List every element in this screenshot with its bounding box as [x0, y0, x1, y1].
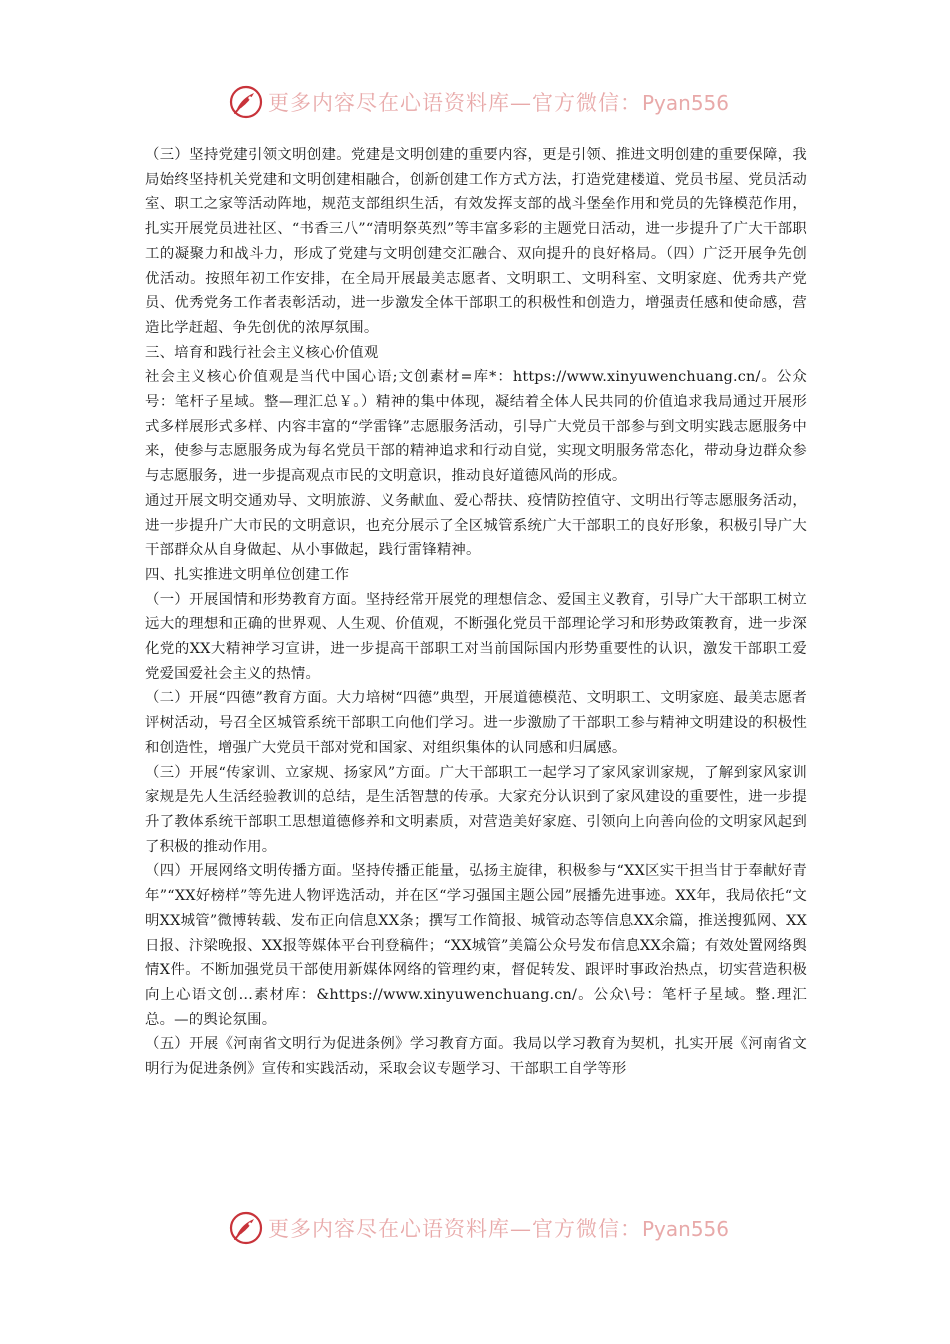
- paragraph-network-civilization: （四）开展网络文明传播方面。坚持传播正能量，弘扬主旋律，积极参与“XX区实干担当甘于奉献好青年”“XX好榜样”等先进人物评选活动，并在区“学习强国主题公园”展播先进事迹。XX年，我局依托“文明XX城管”微博转载、发布正向信息XX条；撰写工作简报、城管动态等信息XX余篇，推送搜狐网、XX日报、汴梁晚报、XX报等媒体平台刊登稿件；“XX城管”美篇公众号发布信息XX余篇；有效处置网络舆情X件。不断加强党员干部使用新媒体网络的管理约束，督促转发、跟评时事政治热点，切实营造积极向上心语文创…素材库：&https://www.xinyuwenchuang.cn/。公众\号：笔杆子星域。整.理汇总。—的舆论氛围。: [145, 863, 807, 1028]
- paragraph-henan-regulation: （五）开展《河南省文明行为促进条例》学习教育方面。我局以学习教育为契机，扎实开展《河南省文明行为促进条例》宣传和实践活动，采取会议专题学习、干部职工自学等形: [145, 1036, 807, 1078]
- footer-banner: [228, 1206, 729, 1250]
- paragraph-volunteer-activities: 通过开展文明交通劝导、文明旅游、义务献血、爱心帮扶、疫情防控值守、文明出行等志愿服务活动，进一步提升广大市民的文明意识，也充分展示了全区城管系统广大干部职工的良好形象，积极引导广大干部群众从自身做起、从小事做起，践行雷锋精神。: [145, 492, 807, 559]
- header-wechat-id: Pyan556: [642, 91, 730, 115]
- paragraph-party-building: （三）坚持党建引领文明创建。党建是文明创建的重要内容，更是引领、推进文明创建的重要保障，我局始终坚持机关党建和文明创建相融合，创新创建工作方式方法，打造党建楼道、党员书屋、党员活动室、职工之家等活动阵地，规范支部组织生活，有效发挥支部的战斗堡垒作用和党员的先锋模范作用，扎实开展党员进社区、“书香三八”“清明祭英烈”等丰富多彩的主题党日活动，进一步提升了广大干部职工的凝聚力和战斗力，形成了党建与文明创建交汇融合、双向提升的良好格局。（四）广泛开展争先创优活动。按照年初工作安排，在全局开展最美志愿者、文明职工、文明科室、文明家庭、优秀共产党员、优秀党务工作者表彰活动，进一步激发全体干部职工的积极性和创造力，增强责任感和使命感，营造比学赶超、争先创优的浓厚氛围。: [145, 147, 807, 336]
- footer-banner-title: 更多内容尽在心语资料库—官方微信：: [268, 1217, 642, 1241]
- document-body: [145, 143, 807, 1082]
- paragraph-four-virtues: （二）开展“四德”教育方面。大力培树“四德”典型，开展道德模范、文明职工、文明家庭、最美志愿者评树活动，号召全区城管系统干部职工向他们学习。进一步激励了干部职工参与精神文明建设的积极性和创造性，增强广大党员干部对党和国家、对组织集体的认同感和归属感。: [145, 690, 807, 756]
- paragraph-national-education: （一）开展国情和形势教育方面。坚持经常开展党的理想信念、爱国主义教育，引导广大干部职工树立远大的理想和正确的世界观、人生观、价值观，不断强化党员干部理论学习和形势政策教育，进一步深化党的XX大精神学习宣讲，进一步提高干部职工对当前国际国内形势重要性的认识，激发干部职工爱党爱国爱社会主义的热情。: [145, 591, 807, 682]
- paragraph-core-values: 社会主义核心价值观是当代中国心语;文创素材=库*：https://www.xinyuwenchuang.cn/。公众号：笔杆子星域。整—理汇总￥。）精神的集中体现，凝结着全体人民共同的价值追求我局通过开展形式多样展形式多样、内容丰富的“学雷锋”志愿服务活动，引导广大党员干部参与到文明实践志愿服务中来，使参与志愿服务成为每名党员干部的精神追求和行动自觉，实现文明服务常态化，带动身边群众参与志愿服务，进一步提高观点市民的文明意识，推动良好道德风尚的形成。: [145, 369, 807, 485]
- header-banner: [228, 80, 729, 124]
- pen-logo-icon: [228, 84, 264, 120]
- footer-banner-text: [268, 1213, 729, 1243]
- footer-wechat-id: Pyan556: [642, 1217, 730, 1241]
- paragraph-family-rules: （三）开展“传家训、立家规、扬家风”方面。广大干部职工一起学习了家风家训家规，了解到家风家训家规是先人生活经验教训的总结，是生活智慧的传承。大家充分认识到了家风建设的重要性，进一步提升了教体系统干部职工思想道德修养和文明素质，对营造美好家庭、引领向上向善向俭的文明家风起到了积极的推动作用。: [145, 764, 807, 855]
- header-banner-text: [268, 87, 729, 117]
- section-heading-4: 四、扎实推进文明单位创建工作: [145, 566, 350, 583]
- section-heading-3: 三、培育和践行社会主义核心价值观: [145, 344, 379, 361]
- header-banner-title: 更多内容尽在心语资料库—官方微信：: [268, 91, 642, 115]
- pen-logo-icon: [228, 1210, 264, 1246]
